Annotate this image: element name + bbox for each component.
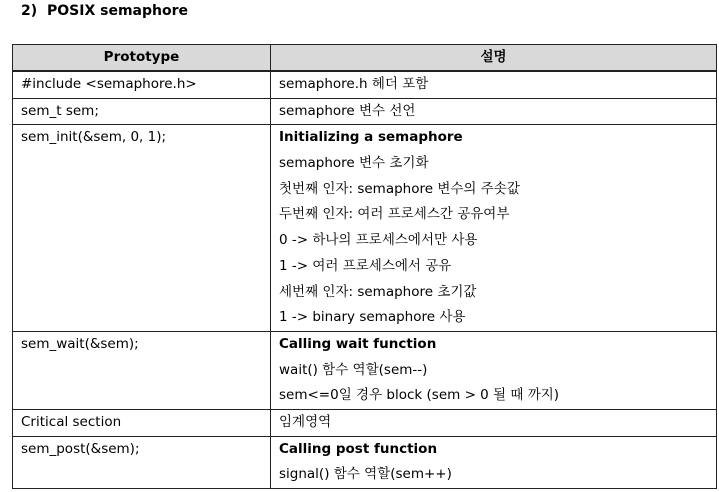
prototype-cell [13,71,271,98]
header-prototype: Prototype [13,45,271,72]
table-header-row [13,45,717,72]
description-line: wait() 함수 역할(sem--) [279,361,428,378]
description-cell [271,71,717,98]
description-heading: Initializing a semaphore [279,129,463,146]
prototype-text: sem_post(&sem); [21,440,140,457]
description-line: semaphore.h 헤더 포함 [279,76,429,92]
prototype-cell [13,409,271,436]
description-line: signal() 함수 역할(sem++) [279,466,452,483]
prototype-text: #include <semaphore.h> [21,76,197,92]
description-line: semaphore 변수 초기화 [279,155,429,172]
description-line: 0 -> 하나의 프로세스에서만 사용 [279,232,478,249]
prototype-text: sem_wait(&sem); [21,335,139,352]
prototype-cell [13,125,271,332]
description-line: 두번째 인자: 여러 프로세스간 공유여부 [279,206,510,223]
section-title: POSIX semaphore [47,3,188,19]
prototype-cell [13,436,271,488]
header-description: 설명 [271,45,717,72]
prototype-text: sem_init(&sem, 0, 1); [21,129,167,146]
posix-semaphore-table [12,44,717,489]
prototype-text: Critical section [21,413,122,430]
table-row [13,125,717,332]
prototype-text: sem_t sem; [21,102,99,119]
table-body [13,71,717,489]
table-row [13,436,717,488]
description-cell [271,409,717,436]
section-heading [21,3,188,19]
description-line: 임계영역 [279,413,332,430]
description-line: semaphore 변수 선언 [279,102,416,119]
description-line: 첫번째 인자: semaphore 변수의 주솟값 [279,180,520,197]
description-line: 1 -> binary semaphore 사용 [279,309,466,326]
description-heading: Calling post function [279,440,438,457]
description-line: 세번째 인자: semaphore 초기값 [279,283,477,300]
table-row [13,98,717,125]
prototype-cell [13,98,271,125]
section-number: 2) [21,3,38,19]
description-cell [271,125,717,332]
description-line: 1 -> 여러 프로세스에서 공유 [279,257,452,274]
table-row [13,331,717,409]
description-line: sem<=0일 경우 block (sem > 0 될 때 까지) [279,387,560,404]
description-cell [271,331,717,409]
table-row [13,71,717,98]
description-cell [271,98,717,125]
prototype-cell [13,331,271,409]
description-cell [271,436,717,488]
table-row [13,409,717,436]
description-heading: Calling wait function [279,335,437,352]
